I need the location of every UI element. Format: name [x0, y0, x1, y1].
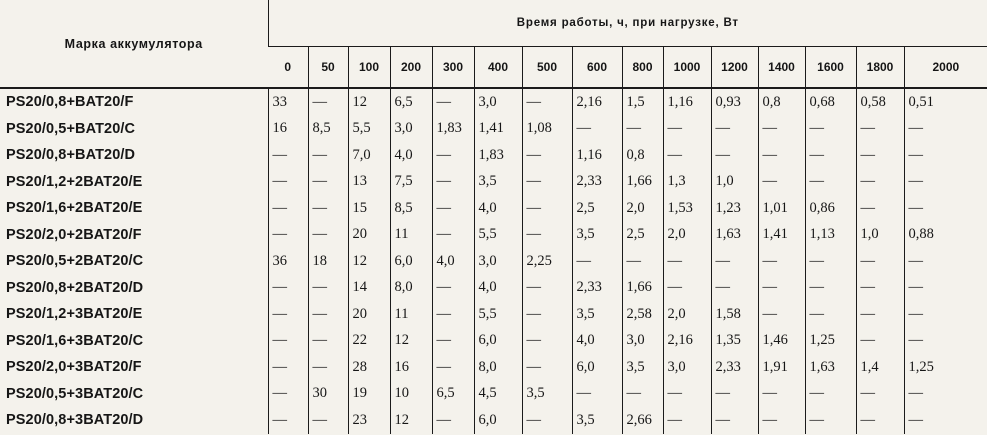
- runtime-value-cell: 6,0: [474, 328, 522, 355]
- runtime-value-cell: 1,13: [805, 222, 856, 249]
- runtime-value-cell: —: [904, 195, 987, 222]
- load-header-cell: 800: [622, 47, 663, 89]
- runtime-value-cell: —: [432, 142, 474, 169]
- runtime-value-cell: 12: [390, 328, 432, 355]
- runtime-value-cell: 12: [390, 407, 432, 434]
- runtime-value-cell: —: [856, 195, 904, 222]
- runtime-value-cell: 1,41: [758, 222, 805, 249]
- runtime-value-cell: —: [268, 381, 308, 408]
- model-column-header: Марка аккумулятора: [0, 0, 268, 88]
- runtime-value-cell: 0,86: [805, 195, 856, 222]
- runtime-value-cell: 13: [348, 169, 390, 196]
- runtime-value-cell: 3,0: [390, 116, 432, 143]
- runtime-value-cell: 12: [348, 88, 390, 116]
- runtime-value-cell: —: [268, 275, 308, 302]
- runtime-value-cell: 4,5: [474, 381, 522, 408]
- runtime-value-cell: 6,0: [474, 407, 522, 434]
- runtime-value-cell: 1,4: [856, 354, 904, 381]
- runtime-value-cell: —: [432, 195, 474, 222]
- runtime-value-cell: —: [268, 354, 308, 381]
- runtime-value-cell: 6,5: [432, 381, 474, 408]
- runtime-value-cell: —: [856, 301, 904, 328]
- runtime-value-cell: 1,83: [432, 116, 474, 143]
- runtime-value-cell: 3,0: [474, 248, 522, 275]
- runtime-value-cell: 1,23: [711, 195, 758, 222]
- runtime-value-cell: —: [904, 301, 987, 328]
- model-name-cell: PS20/1,6+2BAT20/E: [6, 200, 143, 217]
- load-header-cell: 300: [432, 47, 474, 89]
- runtime-value-cell: —: [522, 301, 572, 328]
- runtime-group-header: Время работы, ч, при нагрузке, Вт: [268, 0, 987, 47]
- load-header-cell: 200: [390, 47, 432, 89]
- table-body: [0, 88, 987, 434]
- model-name-cell: PS20/2,0+3BAT20/F: [6, 359, 142, 376]
- runtime-value-cell: 2,33: [572, 169, 622, 196]
- runtime-value-cell: —: [663, 116, 711, 143]
- runtime-value-cell: 5,5: [474, 301, 522, 328]
- runtime-value-cell: —: [308, 169, 348, 196]
- runtime-value-cell: 8,0: [390, 275, 432, 302]
- runtime-value-cell: 1,63: [711, 222, 758, 249]
- runtime-value-cell: 8,0: [474, 354, 522, 381]
- runtime-value-cell: —: [268, 142, 308, 169]
- load-header-cell: 1800: [856, 47, 904, 89]
- table-row: [0, 301, 987, 328]
- runtime-value-cell: 1,16: [572, 142, 622, 169]
- runtime-value-cell: —: [856, 142, 904, 169]
- runtime-value-cell: 4,0: [474, 275, 522, 302]
- runtime-value-cell: 4,0: [572, 328, 622, 355]
- runtime-value-cell: —: [308, 88, 348, 116]
- model-name-cell: PS20/2,0+2BAT20/F: [6, 226, 142, 243]
- runtime-value-cell: —: [268, 328, 308, 355]
- runtime-value-cell: 2,0: [622, 195, 663, 222]
- runtime-value-cell: 11: [390, 222, 432, 249]
- runtime-value-cell: —: [758, 142, 805, 169]
- runtime-value-cell: 0,93: [711, 88, 758, 116]
- load-header-cell: 400: [474, 47, 522, 89]
- model-name-cell: PS20/1,2+2BAT20/E: [6, 173, 143, 190]
- runtime-value-cell: 0,68: [805, 88, 856, 116]
- runtime-value-cell: 6,0: [572, 354, 622, 381]
- runtime-value-cell: 1,25: [904, 354, 987, 381]
- load-header-cell: 0: [268, 47, 308, 89]
- runtime-value-cell: 3,5: [522, 381, 572, 408]
- runtime-value-cell: —: [856, 381, 904, 408]
- runtime-value-cell: 16: [390, 354, 432, 381]
- runtime-value-cell: —: [711, 407, 758, 434]
- runtime-value-cell: —: [805, 248, 856, 275]
- table-row: [0, 195, 987, 222]
- runtime-value-cell: 15: [348, 195, 390, 222]
- table-row: [0, 88, 987, 116]
- runtime-value-cell: —: [856, 328, 904, 355]
- runtime-value-cell: —: [856, 407, 904, 434]
- runtime-value-cell: —: [432, 88, 474, 116]
- runtime-value-cell: 8,5: [390, 195, 432, 222]
- runtime-value-cell: —: [268, 301, 308, 328]
- runtime-value-cell: 2,33: [711, 354, 758, 381]
- model-name-cell: PS20/1,6+3BAT20/C: [6, 332, 144, 349]
- runtime-value-cell: 33: [268, 88, 308, 116]
- runtime-value-cell: 1,53: [663, 195, 711, 222]
- runtime-value-cell: —: [805, 275, 856, 302]
- runtime-value-cell: 0,58: [856, 88, 904, 116]
- runtime-value-cell: 18: [308, 248, 348, 275]
- runtime-value-cell: 3,5: [572, 407, 622, 434]
- runtime-value-cell: —: [805, 407, 856, 434]
- runtime-value-cell: 20: [348, 222, 390, 249]
- runtime-value-cell: —: [522, 142, 572, 169]
- runtime-value-cell: 16: [268, 116, 308, 143]
- runtime-value-cell: —: [308, 328, 348, 355]
- runtime-value-cell: —: [268, 407, 308, 434]
- runtime-value-cell: —: [268, 195, 308, 222]
- runtime-value-cell: 2,0: [663, 222, 711, 249]
- runtime-value-cell: 1,83: [474, 142, 522, 169]
- runtime-value-cell: —: [758, 407, 805, 434]
- load-header-cell: 1000: [663, 47, 711, 89]
- runtime-value-cell: —: [904, 248, 987, 275]
- runtime-value-cell: —: [758, 248, 805, 275]
- runtime-value-cell: —: [432, 301, 474, 328]
- table-row: [0, 407, 987, 434]
- runtime-value-cell: —: [622, 381, 663, 408]
- runtime-value-cell: —: [432, 354, 474, 381]
- runtime-value-cell: —: [711, 275, 758, 302]
- runtime-value-cell: 30: [308, 381, 348, 408]
- runtime-value-cell: 3,5: [572, 301, 622, 328]
- runtime-value-cell: —: [904, 116, 987, 143]
- runtime-value-cell: 23: [348, 407, 390, 434]
- runtime-value-cell: —: [432, 275, 474, 302]
- runtime-value-cell: 3,5: [474, 169, 522, 196]
- runtime-value-cell: —: [432, 328, 474, 355]
- runtime-value-cell: 2,0: [663, 301, 711, 328]
- runtime-value-cell: 0,8: [758, 88, 805, 116]
- table-row: [0, 142, 987, 169]
- runtime-value-cell: —: [904, 407, 987, 434]
- table-row: [0, 116, 987, 143]
- table-row: [0, 248, 987, 275]
- runtime-value-cell: 1,25: [805, 328, 856, 355]
- load-header-cell: 600: [572, 47, 622, 89]
- runtime-value-cell: 2,66: [622, 407, 663, 434]
- runtime-value-cell: 1,41: [474, 116, 522, 143]
- runtime-value-cell: 3,0: [474, 88, 522, 116]
- model-name-cell: PS20/0,8+2BAT20/D: [6, 279, 144, 296]
- runtime-value-cell: —: [856, 169, 904, 196]
- model-name-cell: PS20/0,8+BAT20/D: [6, 147, 136, 164]
- table-row: [0, 275, 987, 302]
- runtime-value-cell: —: [572, 248, 622, 275]
- runtime-value-cell: 1,08: [522, 116, 572, 143]
- runtime-value-cell: 12: [348, 248, 390, 275]
- runtime-value-cell: 8,5: [308, 116, 348, 143]
- runtime-value-cell: —: [572, 381, 622, 408]
- runtime-value-cell: 1,66: [622, 169, 663, 196]
- runtime-value-cell: —: [856, 248, 904, 275]
- runtime-value-cell: 2,58: [622, 301, 663, 328]
- runtime-value-cell: —: [308, 222, 348, 249]
- runtime-value-cell: —: [805, 381, 856, 408]
- table-row: [0, 381, 987, 408]
- runtime-value-cell: 1,16: [663, 88, 711, 116]
- runtime-value-cell: 7,5: [390, 169, 432, 196]
- model-name-cell: PS20/1,2+3BAT20/E: [6, 306, 143, 323]
- runtime-value-cell: —: [805, 301, 856, 328]
- runtime-value-cell: —: [758, 275, 805, 302]
- runtime-value-cell: 1,3: [663, 169, 711, 196]
- runtime-value-cell: —: [308, 301, 348, 328]
- runtime-value-cell: 4,0: [474, 195, 522, 222]
- runtime-value-cell: 1,66: [622, 275, 663, 302]
- runtime-value-cell: —: [572, 116, 622, 143]
- model-name-cell: PS20/0,8+3BAT20/D: [6, 412, 144, 429]
- runtime-value-cell: —: [663, 407, 711, 434]
- runtime-value-cell: —: [622, 248, 663, 275]
- runtime-value-cell: —: [308, 142, 348, 169]
- runtime-value-cell: 11: [390, 301, 432, 328]
- runtime-value-cell: 1,35: [711, 328, 758, 355]
- runtime-value-cell: 5,5: [348, 116, 390, 143]
- runtime-value-cell: 1,5: [622, 88, 663, 116]
- runtime-value-cell: 2,25: [522, 248, 572, 275]
- runtime-value-cell: —: [522, 222, 572, 249]
- load-header-cell: 50: [308, 47, 348, 89]
- runtime-value-cell: —: [904, 169, 987, 196]
- runtime-value-cell: —: [522, 169, 572, 196]
- runtime-value-cell: —: [268, 169, 308, 196]
- load-header-cell: 500: [522, 47, 572, 89]
- runtime-value-cell: —: [432, 222, 474, 249]
- runtime-value-cell: —: [308, 407, 348, 434]
- runtime-value-cell: 4,0: [432, 248, 474, 275]
- runtime-value-cell: 36: [268, 248, 308, 275]
- runtime-value-cell: 6,0: [390, 248, 432, 275]
- runtime-value-cell: —: [308, 354, 348, 381]
- runtime-value-cell: 1,0: [711, 169, 758, 196]
- runtime-value-cell: —: [268, 222, 308, 249]
- model-name-cell: PS20/0,5+3BAT20/C: [6, 385, 144, 402]
- runtime-value-cell: —: [432, 169, 474, 196]
- table-row: [0, 328, 987, 355]
- model-name-cell: PS20/0,8+BAT20/F: [6, 94, 134, 111]
- runtime-value-cell: 1,0: [856, 222, 904, 249]
- load-header-cell: 1600: [805, 47, 856, 89]
- runtime-value-cell: 3,5: [572, 222, 622, 249]
- runtime-value-cell: 2,5: [622, 222, 663, 249]
- runtime-value-cell: 5,5: [474, 222, 522, 249]
- runtime-value-cell: —: [711, 116, 758, 143]
- load-header-cell: 1200: [711, 47, 758, 89]
- runtime-value-cell: 1,91: [758, 354, 805, 381]
- runtime-value-cell: 1,63: [805, 354, 856, 381]
- runtime-value-cell: —: [711, 381, 758, 408]
- runtime-value-cell: —: [805, 116, 856, 143]
- runtime-value-cell: 2,16: [663, 328, 711, 355]
- table-row: [0, 222, 987, 249]
- runtime-value-cell: —: [522, 88, 572, 116]
- model-name-cell: PS20/0,5+BAT20/C: [6, 120, 136, 137]
- load-header-cell: 1400: [758, 47, 805, 89]
- runtime-value-cell: —: [758, 169, 805, 196]
- runtime-value-cell: —: [522, 195, 572, 222]
- runtime-value-cell: —: [663, 275, 711, 302]
- runtime-value-cell: —: [308, 275, 348, 302]
- runtime-value-cell: —: [663, 248, 711, 275]
- runtime-value-cell: —: [522, 275, 572, 302]
- runtime-value-cell: —: [805, 142, 856, 169]
- runtime-value-cell: 4,0: [390, 142, 432, 169]
- runtime-value-cell: —: [622, 116, 663, 143]
- table-row: [0, 354, 987, 381]
- runtime-value-cell: 7,0: [348, 142, 390, 169]
- runtime-value-cell: 10: [390, 381, 432, 408]
- runtime-value-cell: 3,5: [622, 354, 663, 381]
- runtime-value-cell: —: [711, 142, 758, 169]
- runtime-value-cell: —: [522, 407, 572, 434]
- runtime-value-cell: 2,16: [572, 88, 622, 116]
- runtime-value-cell: 28: [348, 354, 390, 381]
- runtime-value-cell: 22: [348, 328, 390, 355]
- runtime-value-cell: —: [432, 407, 474, 434]
- runtime-value-cell: 6,5: [390, 88, 432, 116]
- load-header-cell: 100: [348, 47, 390, 89]
- runtime-value-cell: —: [522, 354, 572, 381]
- runtime-value-cell: 3,0: [622, 328, 663, 355]
- runtime-value-cell: 1,58: [711, 301, 758, 328]
- runtime-value-cell: —: [663, 381, 711, 408]
- model-name-cell: PS20/0,5+2BAT20/C: [6, 253, 144, 270]
- runtime-value-cell: —: [904, 381, 987, 408]
- runtime-value-cell: —: [904, 328, 987, 355]
- runtime-value-cell: 2,5: [572, 195, 622, 222]
- runtime-value-cell: —: [904, 142, 987, 169]
- runtime-value-cell: 14: [348, 275, 390, 302]
- runtime-value-cell: —: [308, 195, 348, 222]
- table-row: [0, 169, 987, 196]
- runtime-value-cell: 0,8: [622, 142, 663, 169]
- runtime-value-cell: —: [522, 328, 572, 355]
- runtime-value-cell: —: [805, 169, 856, 196]
- load-header-cell: 2000: [904, 47, 987, 89]
- runtime-value-cell: 20: [348, 301, 390, 328]
- runtime-value-cell: 19: [348, 381, 390, 408]
- runtime-value-cell: —: [904, 275, 987, 302]
- runtime-value-cell: —: [711, 248, 758, 275]
- runtime-value-cell: 3,0: [663, 354, 711, 381]
- runtime-value-cell: —: [758, 301, 805, 328]
- runtime-value-cell: 0,51: [904, 88, 987, 116]
- runtime-value-cell: —: [856, 116, 904, 143]
- runtime-value-cell: —: [856, 275, 904, 302]
- runtime-value-cell: 2,33: [572, 275, 622, 302]
- runtime-value-cell: 1,01: [758, 195, 805, 222]
- runtime-value-cell: —: [758, 381, 805, 408]
- runtime-value-cell: 1,46: [758, 328, 805, 355]
- runtime-value-cell: —: [758, 116, 805, 143]
- runtime-value-cell: 0,88: [904, 222, 987, 249]
- runtime-value-cell: —: [663, 142, 711, 169]
